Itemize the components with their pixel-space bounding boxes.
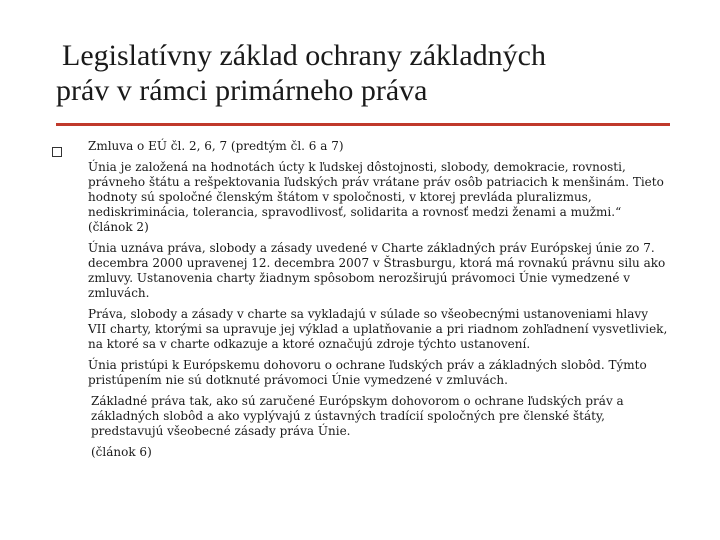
paragraph-charter-interpretation: Práva, slobody a zásady v charte sa vykladajú v súlade so všeobecnými ustanoveniami hlavy VII charty, ktorými sa upravuje jej výklad a uplatňovanie a pri riadnom zohľadnení vysvetliviek, na ktoré sa v charte odkazuje a ktoré označujú zdroje týchto ustanovení. xyxy=(88,307,668,351)
slide-title-line-2: práv v rámci primárneho práva xyxy=(56,74,428,107)
paragraph-charter-recognition: Únia uznáva práva, slobody a zásady uvedené v Charte základných práv Európskej únie zo 7. decembra 2000 upravenej 12. decembra 2007 v Štrasburgu, ktorá má rovnakú právnu silu ako zmluvy. Ustanovenia charty žiadnym spôsobom nerozširujú právomoci Únie vymedzené v zmluvách. xyxy=(88,241,666,300)
treaty-reference-heading: Zmluva o EÚ čl. 2, 6, 7 (predtým čl. 6 a 7) xyxy=(88,139,344,153)
title-divider xyxy=(56,123,670,126)
slide-body xyxy=(88,139,668,466)
paragraph-echr-accession: Únia pristúpi k Európskemu dohovoru o ochrane ľudských práv a základných slobôd. Týmto pristúpením nie sú dotknuté právomoci Únie vymedzené v zmluvách. xyxy=(88,358,647,387)
paragraph-general-principles: Základné práva tak, ako sú zaručené Európskym dohovorom o ochrane ľudských práv a základných slobôd a ako vyplývajú z ústavných tradícií spoločných pre členské štáty, predstavujú všeobecné zásady práva Únie. xyxy=(91,394,624,438)
hollow-square-bullet-icon xyxy=(52,147,62,157)
article-6-citation: (článok 6) xyxy=(91,445,152,459)
paragraph-article-2: Únia je založená na hodnotách úcty k ľudskej dôstojnosti, slobody, demokracie, rovnosti, právneho štátu a rešpektovania ľudských práv vrátane práv osôb patriacich k menšinám. Tieto hodnoty sú spoločné členským štátom v spoločnosti, v ktorej prevláda pluralizmus, nediskriminácia, tolerancia, spravodlivosť, solidarita a rovnosť medzi ženami a mužmi.“ (článok 2) xyxy=(88,160,664,234)
slide-title xyxy=(56,38,676,108)
slide-title-line-1: Legislatívny základ ochrany základných xyxy=(62,39,546,72)
